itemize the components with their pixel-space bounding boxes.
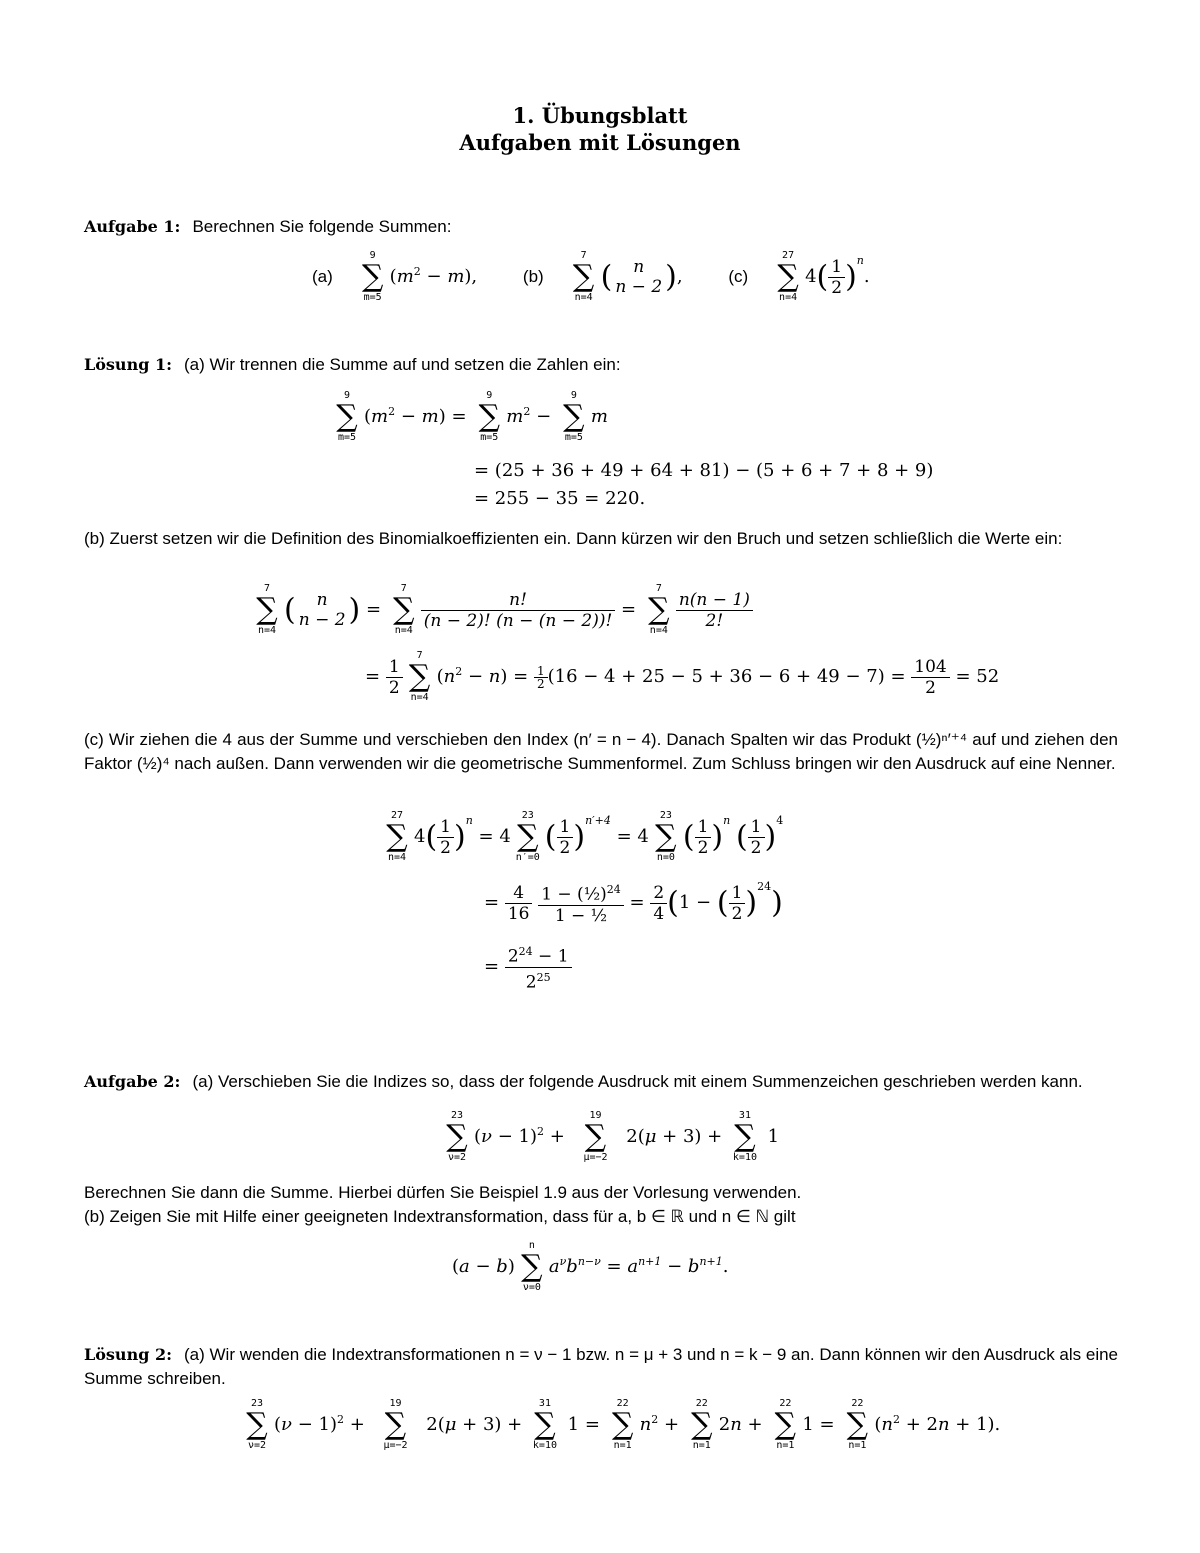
solution1-eq-c-line2: = $\frac{4}{16}$ $\frac{1 - (\frac{1}{2})^{24}}{\text{1 − ½}}$ = $\frac{2}{4}$ (1 − ( $\frac{1}{2}$ )$^{24}$) — [484, 880, 783, 926]
task1-paragraph — [84, 215, 1118, 239]
solution1-eq-c-line1: 27 ∑ n=4 4( $\frac{1}{2}$ )$^n$ = 4 23 ∑ n′=0 ( $\frac{1}{2}$ )$^{n'+4}$ = 4 23 ∑ n=0 ( $\frac{1}{2}$ )$^n$ ( $\frac{1}{2}$ )$^4$ — [386, 810, 784, 863]
task2-label: Aufgabe 2: — [84, 1072, 181, 1091]
task1-sums: (a) 9 ∑ m=5 $(m^2 - m)$, (b) 7 ∑ n=4 ( n n − 2 ), (c) 27 ∑ n=4 4( $\frac{1}{2}$ )$^n$. — [312, 250, 870, 303]
solution1-label: Lösung 1: — [84, 355, 172, 374]
task1-item-a: (a) — [312, 267, 333, 286]
sheet-title: 1. Übungsblatt — [512, 103, 688, 128]
solution1-eq-c-line3: = $\frac{2^{24} - 1}{2^{25}}$ — [484, 942, 572, 992]
solution1-text-c: (c) Wir ziehen die 4 aus der Summe und verschieben den Index (n′ = n − 4). Danach Spalten wir das Produkt (½)ⁿ′⁺⁴ auf und ziehen den Faktor (½)⁴ nach außen. Dann verwenden wir die geometrische Summenformel. Zum Schluss bringen wir den Ausdruck auf eine Nenner. — [84, 730, 1118, 773]
solution1-eq-b-line2: = $\frac{1}{2}$ 7 ∑ n=4 $(n^2 - n)$ = $\frac{1}{2}$ (16 − 4 + 25 − 5 + 36 − 6 + 49 − 7) = $\frac{104}{2}$ = 52 — [365, 650, 1000, 703]
solution1-paragraph-a — [84, 353, 1118, 377]
solution1-eq-a-line1: 9 ∑ m=5 $(m^2 - m)$ = 9 ∑ m=5 $m^2$ − 9 ∑ m=5 m — [336, 390, 608, 443]
task2-text-b: (b) Zeigen Sie mit Hilfe einer geeigneten Indextransformation, dass für a, b ∈ ℝ und n ∈ ℕ gilt — [84, 1207, 796, 1226]
solution1-text-a: (a) Wir trennen die Summe auf und setzen die Zahlen ein: — [184, 355, 621, 374]
solution2-label: Lösung 2: — [84, 1345, 172, 1364]
task2-eq-b: (a − b) n ∑ ν=0 $a^\nu b^{n-\nu} = a^{n+1} - b^{n+1}$. — [452, 1240, 729, 1293]
sheet-subtitle: Aufgaben mit Lösungen — [459, 130, 741, 155]
task1-item-c: (c) — [728, 267, 749, 286]
task1-label: Aufgabe 1: — [84, 217, 181, 236]
solution2-eq: 23 ∑ ν=2 $(\nu - 1)^2$ + 19 ∑ μ=−2 2(μ + 3) + 31 ∑ k=10 1 = 22 ∑ n=1 $n^2$ + 22 ∑ n=1 2n + 22 ∑ n=1 1 = 22 ∑ n=1 $(n^2 + 2n + 1)$. — [246, 1398, 1001, 1451]
solution1-eq-b-line1: 7 ∑ n=4 ( n n − 2 ) = 7 ∑ n=4 $\frac{n!}{(n - 2)! (n - (n - 2))!}$ = 7 ∑ n=4 $\frac{n(n - 1)}{2!}$ — [250, 583, 753, 637]
solution2-paragraph — [84, 1343, 1118, 1391]
solution1-eq-b-result: = 52 — [955, 666, 1000, 687]
task1-item-b: (b) — [522, 267, 544, 286]
task2-eq-a: 23 ∑ ν=2 $(\nu - 1)^2$ + 19 ∑ μ=−2 2(μ + 3) + 31 ∑ k=10 1 — [446, 1110, 780, 1163]
task2-text-a2: Berechnen Sie dann die Summe. Hierbei dürfen Sie Beispiel 1.9 aus der Vorlesung verwenden. — [84, 1183, 802, 1202]
solution1-eq-a-line2: = (25 + 36 + 49 + 64 + 81) − (5 + 6 + 7 + 8 + 9) — [474, 460, 934, 481]
solution1-eq-b-tail: (16 − 4 + 25 − 5 + 36 − 6 + 49 − 7) = — [547, 666, 906, 687]
solution1-text-b: (b) Zuerst setzen wir die Definition des Binomialkoeffizienten ein. Dann kürzen wir den Bruch und setzen schließlich die Werte ein: — [84, 529, 1063, 548]
solution2-text: (a) Wir wenden die Indextransformationen n = ν − 1 bzw. n = μ + 3 und n = k − 9 an. Dann können wir den Ausdruck als eine Summe schreiben. — [84, 1345, 1119, 1388]
task1-text: Berechnen Sie folgende Summen: — [192, 217, 452, 236]
task2-text-a: (a) Verschieben Sie die Indizes so, dass der folgende Ausdruck mit einem Summenzeichen geschrieben werden kann. — [192, 1072, 1083, 1091]
solution1-eq-a-line3: = 255 − 35 = 220. — [474, 488, 646, 509]
task2-paragraph-a — [84, 1070, 1118, 1094]
